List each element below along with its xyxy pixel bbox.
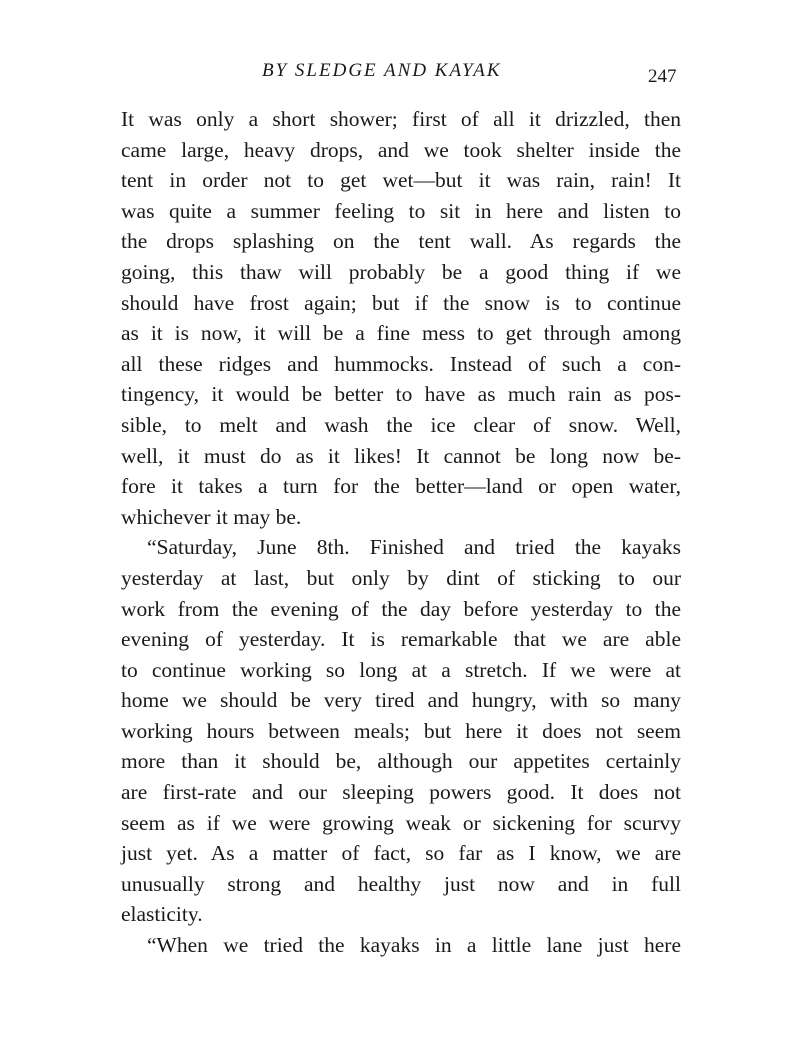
text-line: tingency, it would be better to have as much rain as pos- bbox=[121, 382, 681, 407]
text-line: more than it should be, although our appetites certainly bbox=[121, 749, 681, 774]
running-head bbox=[0, 58, 800, 88]
text-line: yesterday at last, but only by dint of sticking to our bbox=[121, 565, 681, 590]
text-line: the drops splashing on the tent wall. As regards the bbox=[121, 229, 681, 254]
text-line: to continue working so long at a stretch. If we were at bbox=[121, 657, 681, 682]
text-line: as it is now, it will be a fine mess to get through among bbox=[121, 321, 681, 346]
text-line: should have frost again; but if the snow is to continue bbox=[121, 290, 681, 315]
text-line: fore it takes a turn for the better—land or open water, bbox=[121, 474, 681, 499]
text-line: going, this thaw will probably be a good thing if we bbox=[121, 259, 681, 284]
page-number: 247 bbox=[648, 66, 677, 87]
text-line: evening of yesterday. It is remarkable that we are able bbox=[121, 627, 681, 652]
text-line: work from the evening of the day before yesterday to the bbox=[121, 596, 681, 621]
text-line: was quite a summer feeling to sit in here and listen to bbox=[121, 198, 681, 223]
text-line: “Saturday, June 8th. Finished and tried the kayaks bbox=[147, 535, 681, 560]
text-line: tent in order not to get wet—but it was rain, rain! It bbox=[121, 168, 681, 193]
text-line: home we should be very tired and hungry, with so many bbox=[121, 688, 681, 713]
text-line: “When we tried the kayaks in a little lane just here bbox=[147, 933, 681, 958]
text-line: came large, heavy drops, and we took shelter inside the bbox=[121, 137, 681, 162]
text-line: elasticity. bbox=[121, 902, 203, 927]
text-line: working hours between meals; but here it does not seem bbox=[121, 718, 681, 743]
text-line: seem as if we were growing weak or sickening for scurvy bbox=[121, 810, 681, 835]
text-line: It was only a short shower; first of all it drizzled, then bbox=[121, 107, 681, 131]
text-line: just yet. As a matter of fact, so far as I know, we are bbox=[121, 841, 681, 866]
text-line: sible, to melt and wash the ice clear of snow. Well, bbox=[121, 412, 681, 437]
text-line: well, it must do as it likes! It cannot be long now be- bbox=[121, 443, 681, 468]
text-line: all these ridges and hummocks. Instead of such a con- bbox=[121, 351, 681, 376]
running-title: BY SLEDGE AND KAYAK bbox=[262, 60, 502, 81]
text-line: unusually strong and healthy just now and in full bbox=[121, 871, 681, 896]
body-text bbox=[121, 104, 681, 961]
text-line: whichever it may be. bbox=[121, 504, 302, 529]
text-line: are first-rate and our sleeping powers good. It does not bbox=[121, 780, 681, 805]
